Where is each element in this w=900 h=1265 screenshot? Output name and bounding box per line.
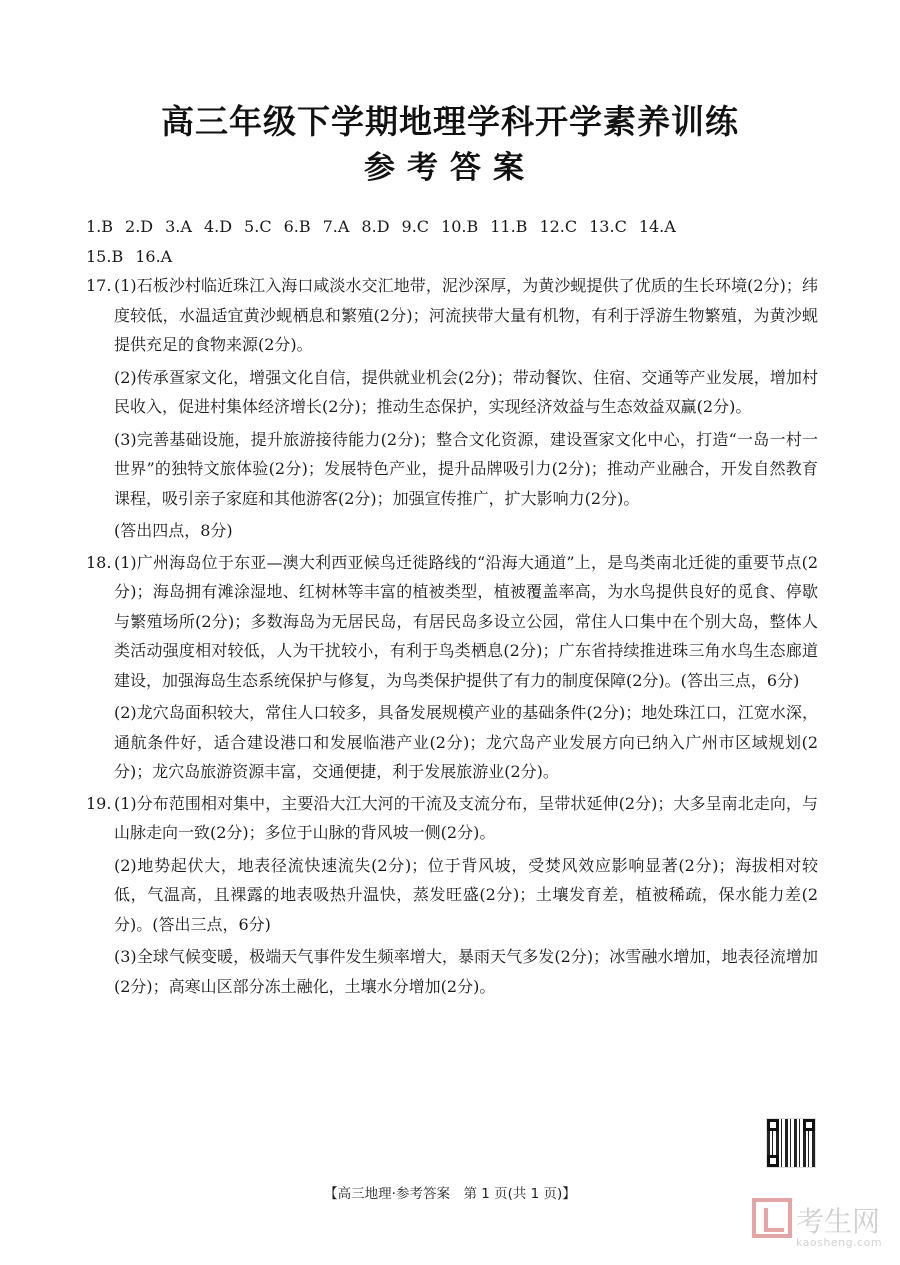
answer-part-3: (3)完善基础设施，提升旅游接待能力(2分)；整合文化资源，建设疍家文化中心，打造“一岛一村一世界”的独特文旅体验(2分)；发展特色产业，提升品牌吸引力(2分)；推动产业融合，开发自然教育课程，吸引亲子家庭和其他游客(2分)；加强宣传推广，扩大影响力(2分)。	[114, 429, 818, 508]
answer-content	[86, 212, 818, 1001]
mc-answers-line-1	[86, 212, 818, 242]
watermark-url: kaosheng.com	[796, 1236, 883, 1249]
mc-answer: 7.A	[322, 217, 350, 236]
question-number: 19.	[86, 793, 112, 813]
question-17	[86, 271, 818, 546]
question-18	[86, 548, 818, 787]
mc-answer: 9.C	[401, 217, 430, 236]
mc-answer: 2.D	[125, 217, 154, 236]
question-number: 18.	[86, 552, 112, 572]
answer-part-1: (1)石板沙村临近珠江入海口咸淡水交汇地带，泥沙深厚，为黄沙蚬提供了优质的生长环境(2分)；纬度较低，水温适宜黄沙蚬栖息和繁殖(2分)；河流挟带大量有机物，有利于浮游生物繁殖，为黄沙蚬提供充足的食物来源(2分)。	[114, 276, 818, 354]
question-number: 17.	[86, 276, 112, 295]
page-subtitle: 参考答案	[364, 150, 536, 186]
answer-part-2: (2)地势起伏大，地表径流快速流失(2分)；位于背风坡，受焚风效应影响显著(2分)；海拔相对较低，气温高，且裸露的地表吸热升温快，蒸发旺盛(2分)；土壤发育差，植被稀疏，保水能力差(2分)。(答出三点，6分)	[114, 855, 818, 934]
watermark	[752, 1198, 892, 1258]
page-title: 高三年级下学期地理学科开学素养训练	[161, 102, 739, 141]
qr-code	[766, 1118, 816, 1168]
answer-part-1: (1)分布范围相对集中，主要沿大江大河的干流及支流分布，呈带状延伸(2分)；大多呈南北走向，与山脉走向一致(2分)；多位于山脉的背风坡一侧(2分)。	[114, 793, 818, 842]
mc-answer: 16.A	[135, 246, 173, 266]
answer-part-3: (3)全球气候变暖，极端天气事件发生频率增大，暴雨天气多发(2分)；冰雪融水增加，地表径流增加(2分)；高寒山区部分冻土融化，土壤水分增加(2分)。	[114, 947, 818, 996]
mc-answer: 8.D	[361, 217, 390, 236]
mc-answer: 11.B	[490, 217, 528, 236]
watermark-text: 考生网	[796, 1205, 881, 1238]
mc-answer: 14.A	[638, 217, 676, 236]
answer-part-2: (2)传承疍家文化，增强文化自信，提供就业机会(2分)；带动餐饮、住宿、交通等产业发展，增加村民收入，促进村集体经济增长(2分)；推动生态保护，实现经济效益与生态效益双赢(2分)。	[114, 367, 818, 416]
page-footer: 【高三地理·参考答案 第 1 页(共 1 页)】	[324, 1186, 576, 1202]
mc-answer: 1.B	[86, 217, 114, 236]
question-19	[86, 789, 818, 1002]
mc-answer: 4.D	[203, 217, 233, 236]
mc-answer: 15.B	[86, 246, 124, 266]
mc-answer: 6.B	[283, 217, 311, 236]
answer-part-2: (2)龙穴岛面积较大，常住人口较多，具备发展规模产业的基础条件(2分)；地处珠江口，江宽水深，通航条件好，适合建设港口和发展临港产业(2分)；龙穴岛产业发展方向已纳入广州市区域规划(2分)；龙穴岛旅游资源丰富，交通便捷，利于发展旅游业(2分)。	[114, 703, 818, 781]
answer-part-3-note: (答出四点，8分)	[114, 521, 233, 540]
mc-answer: 10.B	[441, 217, 479, 236]
watermark-logo-icon	[752, 1198, 792, 1238]
answer-part-1: (1)广州海岛位于东亚—澳大利西亚候鸟迁徙路线的“沿海大通道”上，是鸟类南北迁徙的重要节点(2分)；海岛拥有滩涂湿地、红树林等丰富的植被类型，植被覆盖率高，为水鸟提供良好的觅食、停歇与繁殖场所(2分)；多数海岛为无居民岛，有居民岛多设立公园，常住人口集中在个别大岛，整体人类活动强度相对较低，人为干扰较小，有利于鸟类栖息(2分)；广东省持续推进珠三角水鸟生态廊道建设，加强海岛生态系统保护与修复，为鸟类保护提供了有力的制度保障(2分)。(答出三点，6分)	[114, 552, 818, 690]
mc-answer: 3.A	[165, 217, 192, 236]
mc-answer: 13.C	[589, 217, 627, 236]
mc-answers-line-2	[86, 242, 818, 272]
mc-answer: 5.C	[244, 217, 272, 236]
mc-answer: 12.C	[539, 217, 578, 236]
